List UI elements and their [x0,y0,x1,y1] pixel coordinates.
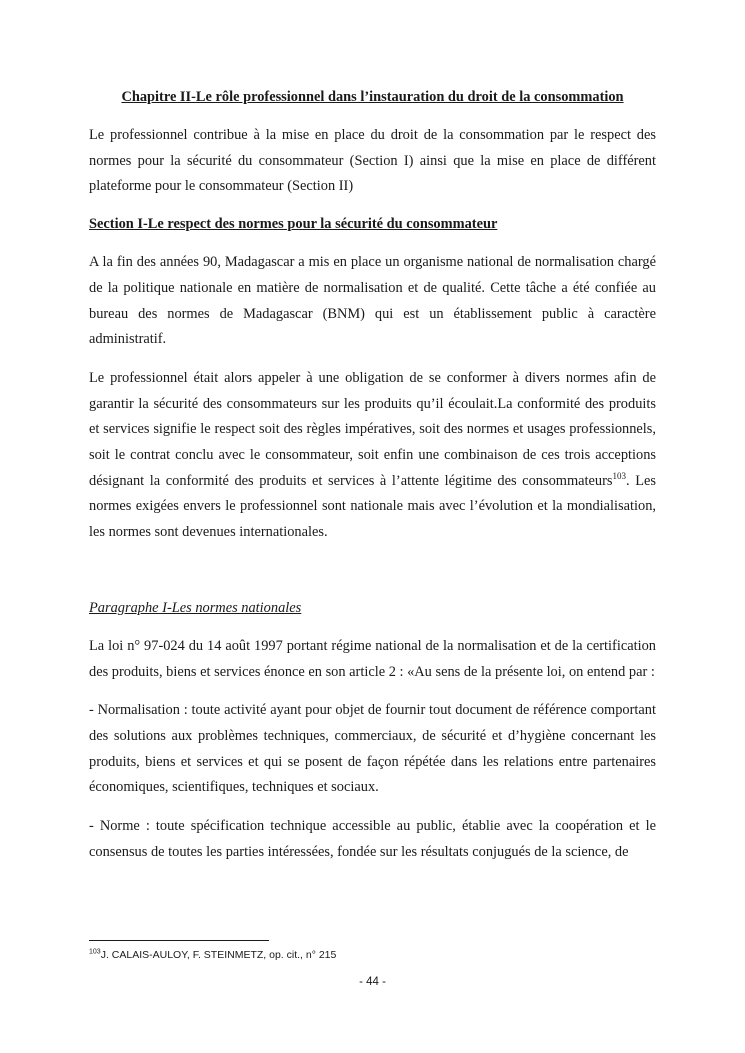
footnote [89,947,336,963]
paragraph-normalisation: - Normalisation : toute activité ayant pour objet de fournir tout document de référence comportant des solutions aux problèmes techniques, commerciaux, de sécurité et d’hygiène concernant les produits, biens et services et qui se posent de façon répétée dans les relations entre partenaires économiques, scientifiques, techniques et sociaux. [89,702,656,796]
footnote-number: 103 [89,948,101,956]
paragraph-conformity [89,366,656,546]
page-number: - 44 - [359,976,386,988]
section-title: Section I-Le respect des normes pour la sécurité du consommateur [89,216,498,233]
intro-paragraph: Le professionnel contribue à la mise en place du droit de la consommation par le respect des normes pour la sécurité du consommateur (Section I) ainsi que la mise en place de différent plateforme pour le consommateur (Section II) [89,127,656,195]
paragraph-norme: - Norme : toute spécification technique accessible au public, établie avec la coopération et le consensus de toutes les parties intéressées, fondée sur les résultats conjugués de la science, de [89,818,656,860]
footnote-text: J. CALAIS-AULOY, F. STEINMETZ, op. cit., n° 215 [100,949,337,961]
paragraph-conformity-text-end: . Les normes exigées envers le professionnel sont nationale mais avec l’évolution et la mondialisation, les normes sont devenues internationales. [89,472,656,541]
paragraph-heading: Paragraphe I-Les normes nationales [89,599,302,616]
paragraph-conformity-text: Le professionnel était alors appeler à une obligation de se conformer à divers normes afin de garantir la sécurité des consommateurs sur les produits qu’il écoulait.La conformité des produits et services signifie le respect soit des règles impératives, soit des normes et usages professionnels, soit le contrat conclu avec le consommateur, soit enfin une combinaison de ces trois acceptions désignant la conformité des produits et services à l’attente légitime des consommateurs [89,369,656,489]
chapter-title: Chapitre II-Le rôle professionnel dans l’instauration du droit de la consommation [121,89,624,105]
document-page [89,86,656,878]
spacer [89,559,656,597]
paragraph-bnm: A la fin des années 90, Madagascar a mis en place un organisme national de normalisation chargé de la politique nationale en matière de normalisation et de qualité. Cette tâche a été confiée au bureau des normes de Madagascar (BNM) qui est un établissement public à caractère administratif. [89,254,656,348]
footnote-reference[interactable]: 103 [612,470,627,481]
paragraph-law: La loi n° 97-024 du 14 août 1997 portant régime national de la normalisation et de la certification des produits, biens et services énonce en son article 2 : «Au sens de la présente loi, on entend par : [89,637,656,680]
footnote-separator [89,940,269,941]
